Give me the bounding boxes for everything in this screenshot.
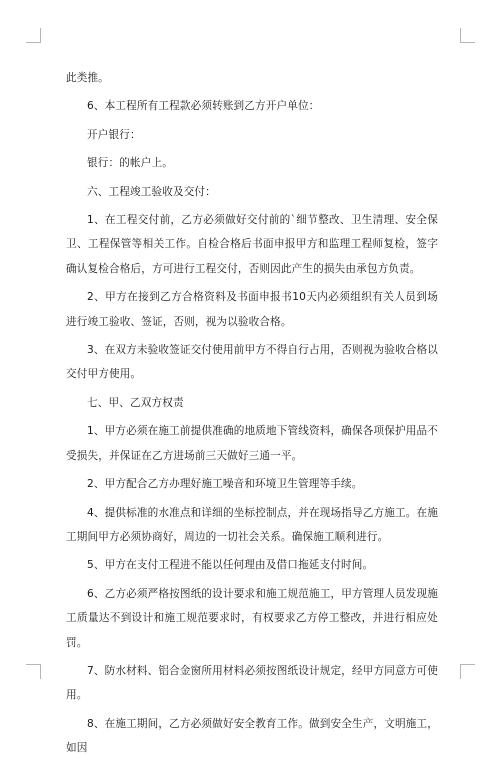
- crop-mark-bottom-right: [460, 664, 475, 679]
- document-body: [66, 66, 438, 761]
- paragraph: 银行：的帐户上。: [87, 157, 173, 170]
- paragraph: 6、本工程所有工程款必须转账到乙方开户单位：: [87, 100, 320, 113]
- paragraph: 3、在双方未验收签证交付使用前甲方不得自行占用，否则视为验收合格以交付甲方使用。: [66, 344, 438, 381]
- crop-mark-bottom-left: [26, 664, 41, 679]
- paragraph: 2、甲方配合乙方办理好施工噪音和环境卫生管理等手续。: [87, 478, 363, 491]
- crop-mark-top-left: [26, 28, 41, 43]
- paragraph: 1、在工程交付前，乙方必须做好交付前的`细节整改、卫生清理、安全保卫、工程保管等相关工作。自检合格后书面申报甲方和监理工程师复检，签字确认复检合格后，方可进行工程交付，否则因此产生的损失由承包方负责。: [66, 214, 438, 275]
- crop-mark-top-right: [460, 28, 475, 43]
- paragraph: 开户银行：: [87, 128, 141, 141]
- paragraph: 此类推。: [66, 72, 109, 84]
- section-heading: 六、工程竣工验收及交付：: [87, 185, 216, 198]
- paragraph: 8、在施工期间，乙方必须做好安全教育工作。做到安全生产，文明施工，如因: [66, 717, 438, 755]
- section-heading: 七、甲、乙双方权责: [87, 396, 184, 409]
- paragraph: 5、甲方在支付工程进不能以任何理由及借口拖延支付时间。: [87, 559, 374, 572]
- paragraph: 1、甲方必须在施工前提供准确的地质地下管线资料，确保各项保护用品不受损失，并保证在乙方进场前三天做好三通一平。: [66, 425, 438, 462]
- paragraph: 2、甲方在接到乙方合格资料及书面申报书10天内必须组织有关人员到场进行竣工验收、签证，否则，视为以验收合格。: [66, 291, 438, 328]
- paragraph: 6、乙方必须严格按图纸的设计要求和施工规范施工，甲方管理人员发现施工质量达不到设计和施工规范要求时，有权要求乙方停工整改，并进行相应处罚。: [66, 587, 438, 649]
- paragraph: 4、提供标准的水准点和详细的坐标控制点，并在现场指导乙方施工。在施工期间甲方必须协商好，周边的一切社会关系。确保施工顺利进行。: [66, 506, 438, 543]
- paragraph: 7、防水材料、铝合金窗所用材料必须按图纸设计规定，经甲方同意方可使用。: [66, 664, 438, 702]
